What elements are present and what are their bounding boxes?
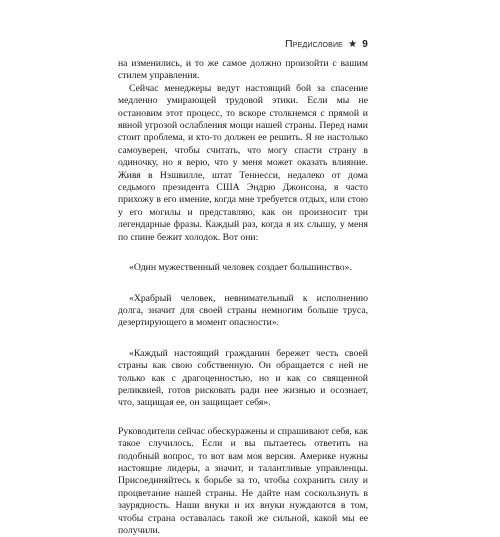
running-head: [285, 38, 368, 50]
quote-duty: «Храбрый человек, невнимательный к исполнению долга, значит для своей страны немногим больше труса, дезертирующего в момент опасности».: [118, 292, 368, 329]
page-number: 9: [362, 38, 368, 50]
quote-citizen: «Каждый настоящий гражданин бережет честь своей страны как свою собственную. Он обращается с ней не только как с драгоценностью, но и как со священной реликвией, готов рисковать ради нее жизнью и осознает, что, защищая ее, он защищает себя».: [118, 347, 368, 409]
page-body: [118, 58, 368, 537]
star-icon: ★: [348, 38, 358, 50]
chapter-title: Предисловие: [284, 38, 344, 50]
paragraph-continuation: на изменились, и то же самое должно произойти с вашим стилем управления.: [118, 58, 368, 82]
paragraph-work-ethic: Сейчас менеджеры ведут настоящий бой за спасение медленно умирающей трудовой этики. Если мы не остановим этот процесс, то вскоре столкнемся с прямой и явной угрозой ослабления мощи нашей страны. Перед нами стоит проблема, и кто-то должен ее решить. Я не настолько самоуверен, чтобы считать, что могу спасти страну в одиночку, но я верю, что у меня может оказать влияние. Живя в Нэшвилле, штат Теннесси, недалеко от дома седьмого президента США Эндрю Джонсона, я часто прихожу в его имение, когда мне требуется отдых, или стою у его могилы и представляю, как он произносит три легендарные фразы. Каждый раз, когда я их слышу, у меня по спине бежит холодок. Вот они:: [118, 82, 368, 243]
quote-courage: «Один мужественный человек создает большинство».: [129, 262, 352, 274]
paragraph-leaders: Руководители сейчас обескуражены и спрашивают себя, как такое случилось. Если и вы пытаетесь ответить на подобный вопрос, то вот вам моя версия. Америке нужны настоящие лидеры, а значит, и талантливые управленцы. Присоединяйтесь к борьбе за то, чтобы сохранить силу и процветание нашей страны. Не дайте нам соскользнуть в заурядность. Наши внуки и их внуки нуждаются в том, чтобы страна оставалась такой же сильной, какой мы ее получили.: [118, 425, 368, 536]
